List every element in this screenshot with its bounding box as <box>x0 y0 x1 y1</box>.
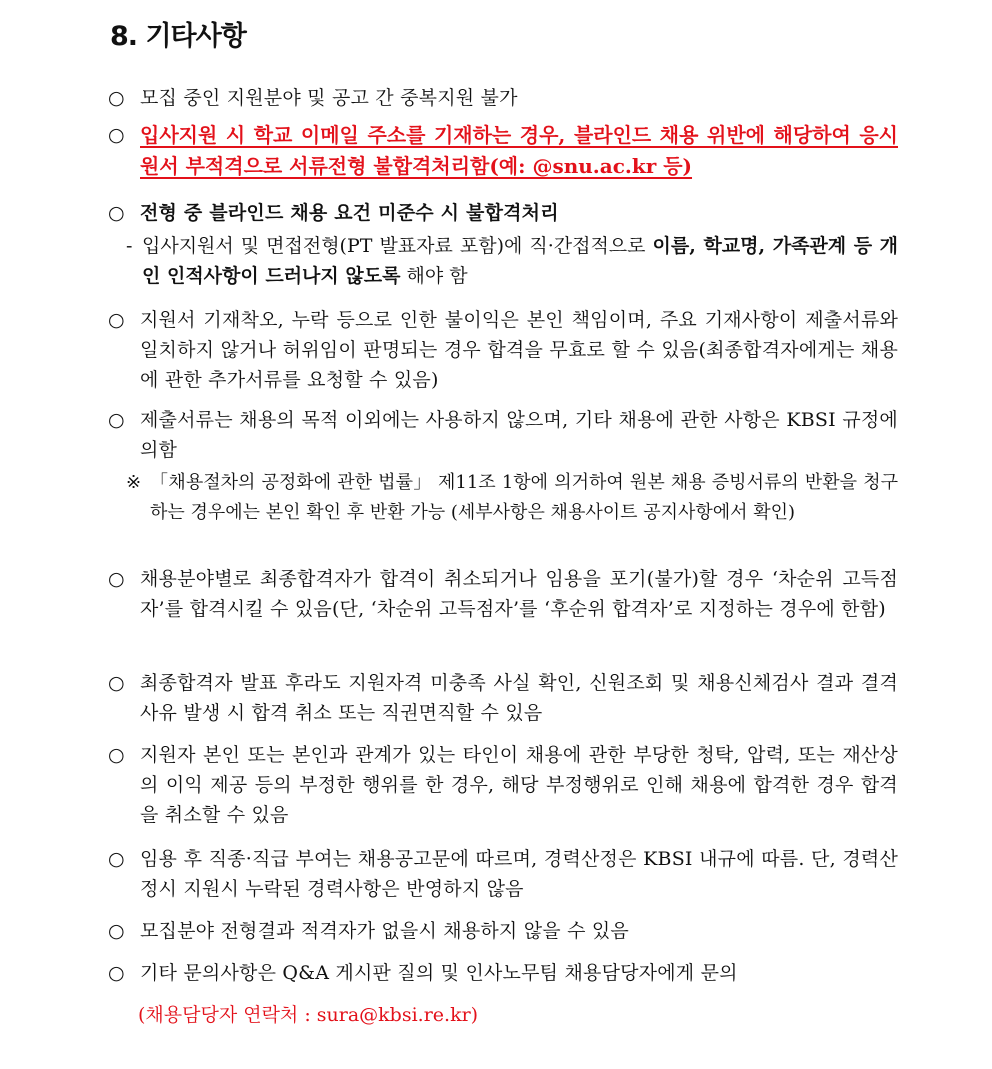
bullet-circle-icon: ○ <box>108 409 125 431</box>
item-text: 임용 후 직종·직급 부여는 채용공고문에 따르며, 경력산정은 KBSI 내규에 따름. 단, 경력산정시 지원시 누락된 경력사항은 반영하지 않음 <box>140 848 898 900</box>
item-text: 모집분야 전형결과 적격자가 없을시 채용하지 않을 수 있음 <box>140 920 629 942</box>
item-text: 지원자 본인 또는 본인과 관계가 있는 타인이 채용에 관한 부당한 청탁, 압력, 또는 재산상의 이익 제공 등의 부정한 행위를 한 경우, 해당 부정행위로 인해 채용에 합격한 경우 합격을 취소할 수 있음 <box>140 744 898 826</box>
section-title: 8. 기타사항 <box>110 21 246 52</box>
bullet-circle-icon: ○ <box>108 920 125 942</box>
item-text: 최종합격자 발표 후라도 지원자격 미충족 사실 확인, 신원조회 및 채용신체검사 결과 결격사유 발생 시 합격 취소 또는 직권면직할 수 있음 <box>140 672 898 724</box>
bullet-circle-icon: ○ <box>108 309 125 331</box>
item-text: 채용분야별로 최종합격자가 합격이 취소되거나 임용을 포기(불가)할 경우 ‘차순위 고득점자’를 합격시킬 수 있음(단, ‘차순위 고득점자’를 ‘후순위 합격자’로 지정하는 경우에 한함) <box>140 568 898 620</box>
detail-bold-part: 이름, 학교명, 가족관계 등 개인 인적사항이 드러나지 않도록 <box>142 235 898 287</box>
legal-note <box>126 468 898 528</box>
item-text: 기타 문의사항은 Q&A 게시판 질의 및 인사노무팀 채용담당자에게 문의 <box>140 962 738 984</box>
list-item-submitted-documents <box>108 405 898 465</box>
item-text: 지원서 기재착오, 누락 등으로 인한 불이익은 본인 책임이며, 주요 기재사항이 제출서류와 일치하지 않거나 허위임이 판명되는 경우 합격을 무효로 할 수 있음(최종합격자에게는 채용에 관한 추가서류를 요청할 수 있음) <box>140 309 898 391</box>
bullet-circle-icon: ○ <box>108 962 125 984</box>
blind-hiring-detail-text <box>142 231 898 291</box>
bullet-circle-icon: ○ <box>108 202 125 224</box>
recruiter-contact: (채용담당자 연락처 : sura@kbsi.re.kr) <box>138 1004 479 1026</box>
legal-note-text: 「채용절차의 공정화에 관한 법률」 제11조 1항에 의거하여 원본 채용 증빙서류의 반환을 청구하는 경우에는 본인 확인 후 반환 가능 (세부사항은 채용사이트 공지사항에서 확인) <box>150 472 898 523</box>
detail-prefix: 입사지원서 및 면접전형(PT 발표자료 포함)에 직·간접적으로 <box>142 235 653 257</box>
dash-marker: - <box>126 235 133 257</box>
item-text: 모집 중인 지원분야 및 공고 간 중복지원 불가 <box>140 87 518 109</box>
list-item-improper-solicitation <box>108 740 898 830</box>
list-item-job-grade-assignment <box>108 844 898 904</box>
reference-mark: ※ <box>126 472 142 493</box>
blind-hiring-detail <box>126 231 898 291</box>
bullet-circle-icon: ○ <box>108 124 125 146</box>
list-item-inquiries <box>108 958 898 988</box>
bullet-circle-icon: ○ <box>108 87 125 109</box>
list-item-next-ranked-candidate <box>108 564 898 624</box>
blind-hiring-heading: 전형 중 블라인드 채용 요건 미준수 시 불합격처리 <box>140 202 559 224</box>
item-text: 제출서류는 채용의 목적 이외에는 사용하지 않으며, 기타 채용에 관한 사항은 KBSI 규정에 의함 <box>140 409 898 461</box>
list-item-blind-hiring <box>108 198 898 228</box>
list-item-entry-errors <box>108 305 898 395</box>
bullet-circle-icon: ○ <box>108 568 125 590</box>
list-item-post-announcement-cancellation <box>108 668 898 728</box>
list-item-no-qualified-applicant <box>108 916 898 946</box>
list-item-school-email-warning <box>108 120 898 182</box>
list-item-duplicate-application <box>108 83 898 113</box>
detail-suffix: 해야 함 <box>400 265 468 287</box>
bullet-circle-icon: ○ <box>108 672 125 694</box>
bullet-circle-icon: ○ <box>108 744 125 766</box>
school-email-warning-text: 입사지원 시 학교 이메일 주소를 기재하는 경우, 블라인드 채용 위반에 해당하여 응시원서 부적격으로 서류전형 불합격처리함(예: @snu.ac.kr 등) <box>140 123 898 178</box>
bullet-circle-icon: ○ <box>108 848 125 870</box>
